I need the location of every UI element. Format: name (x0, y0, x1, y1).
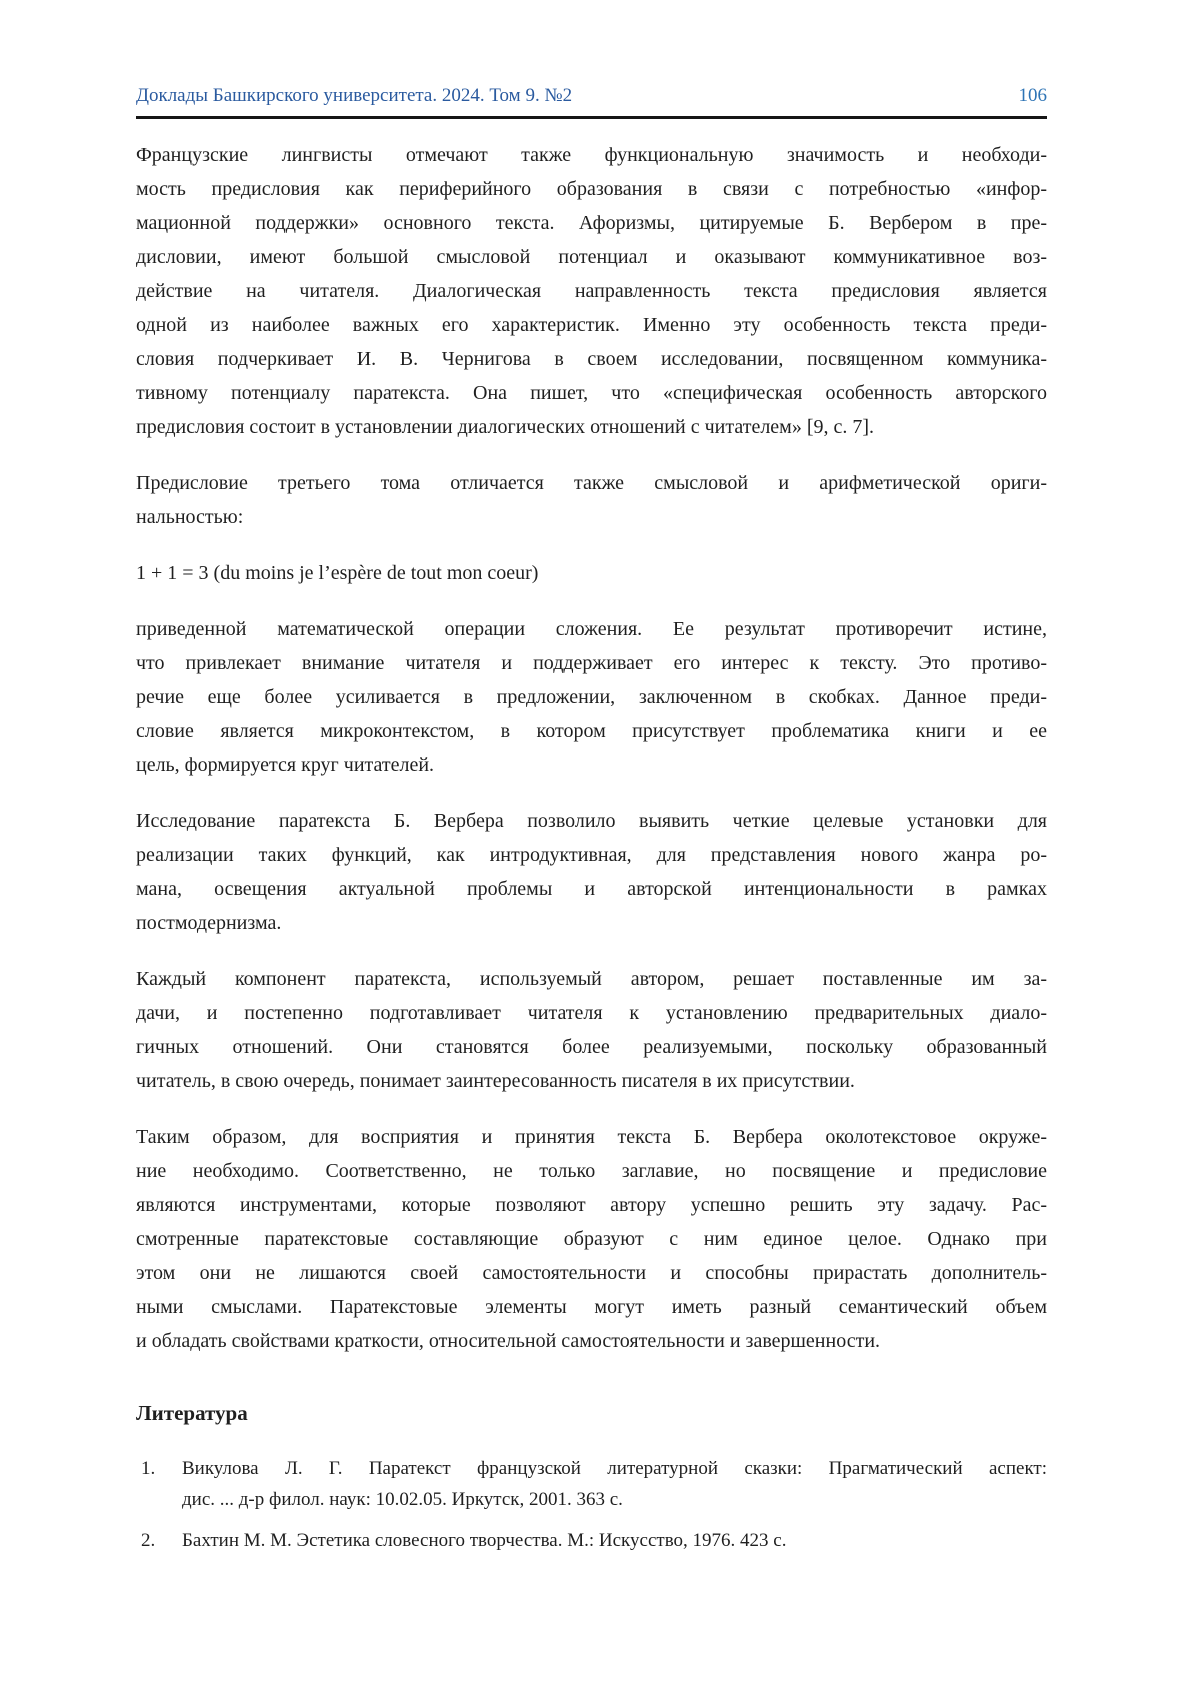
reference-item (136, 1453, 1047, 1515)
running-header (136, 0, 1047, 108)
reference-number: 2. (141, 1530, 156, 1551)
references-list (136, 1453, 1047, 1556)
paragraph-3: приведенной математической операции сложения. Ее результат противоречит истине, что привлекает внимание читателя и поддерживает его интерес к тексту. Это противо- речие еще более усиливается в предложении, заключенном в скобках. Данное преди- словие является микроконтекстом, в котором присутствует проблематика книги и ее цель, формируется круг читателей. (136, 618, 1047, 776)
page-number: 106 (1018, 85, 1047, 106)
paragraph-2: Предисловие третьего тома отличается также смысловой и арифметической ориги- нальностью: (136, 472, 1047, 528)
reference-item (136, 1525, 1047, 1556)
paragraph-5: Каждый компонент паратекста, используемый автором, решает поставленные им за- дачи, и постепенно подготавливает читателя к установлению предварительных диало- гичных отношений. Они становятся более реализуемыми, поскольку образованный читатель, в свою очередь, понимает заинтересованность писателя в их присутствии. (136, 968, 1047, 1092)
page-content (136, 0, 1047, 1566)
paragraph-4: Исследование паратекста Б. Вербера позволило выявить четкие целевые установки для реализации таких функций, как интродуктивная, для представления нового жанра ро- мана, освещения актуальной проблемы и авторской интенциональности в рамках постмодернизма. (136, 810, 1047, 934)
reference-text: Бахтин М. М. Эстетика словесного творчества. М.: Искусство, 1976. 423 с. (182, 1530, 787, 1551)
reference-number: 1. (141, 1458, 156, 1479)
header-rule (136, 116, 1047, 119)
reference-text: Викулова Л. Г. Паратекст французской литературной сказки: Прагматический аспект: дис. ... д-р филол. наук: 10.02.05. Иркутск, 2001. 363 с. (182, 1458, 1047, 1510)
journal-title: Доклады Башкирского университета. 2024. Том 9. №2 (136, 85, 573, 106)
references-heading: Литература (136, 1401, 248, 1425)
article-body (136, 138, 1047, 1556)
formula-line: 1 + 1 = 3 (du moins je l’espère de tout mon coeur) (136, 562, 539, 584)
paragraph-1: Французские лингвисты отмечают также функциональную значимость и необходи- мость предисловия как периферийного образования в связи с потребностью «инфор- мационной поддержки» основного текста. Афоризмы, цитируемые Б. Вербером в пре- дисловии, имеют большой смысловой потенциал и оказывают коммуникативное воз- действие на читателя. Диалогическая направленность текста предисловия является одной из наиболее важных его характеристик. Именно эту особенность текста преди- словия подчеркивает И. В. Чернигова в своем исследовании, посвященном коммуника- тивному потенциалу паратекста. Она пишет, что «специфическая особенность авторского предисловия состоит в установлении диалогических отношений с читателем» [9, с. 7]. (136, 144, 1047, 438)
paragraph-6: Таким образом, для восприятия и принятия текста Б. Вербера околотекстовое окруже- ние необходимо. Соответственно, не только заглавие, но посвящение и предисловие являются инструментами, которые позволяют автору успешно решить эту задачу. Рас- смотренные паратекстовые составляющие образуют с ним единое целое. Однако при этом они не лишаются своей самостоятельности и способны прирастать дополнитель- ными смыслами. Паратекстовые элементы могут иметь разный семантический объем и обладать свойствами краткости, относительной самостоятельности и завершенности. (136, 1126, 1047, 1352)
